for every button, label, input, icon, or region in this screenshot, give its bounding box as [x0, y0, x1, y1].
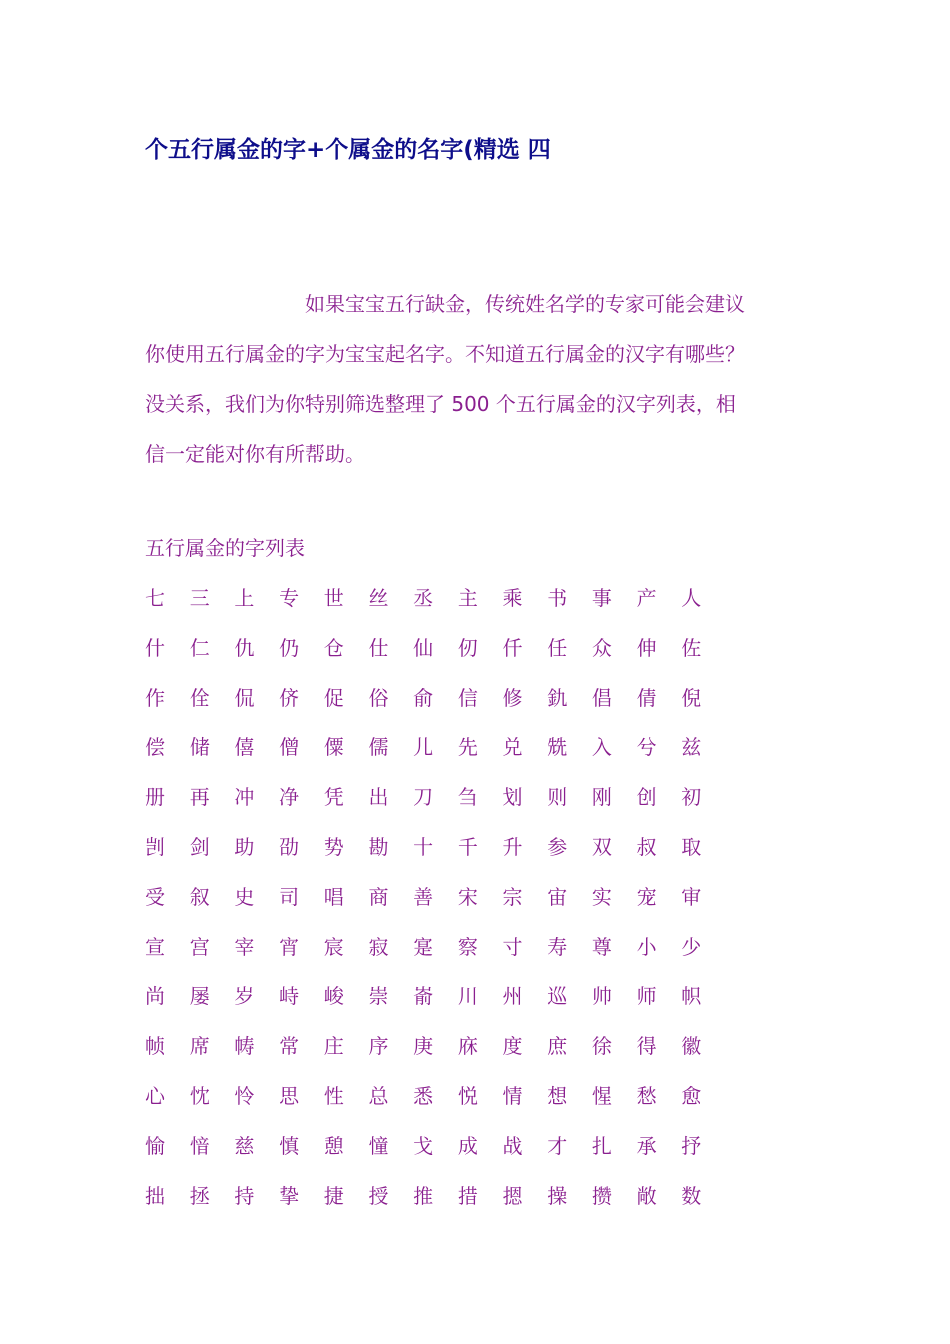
character-cell: 帱	[234, 1034, 255, 1059]
character-cell: 乘	[502, 586, 523, 610]
character-row	[145, 827, 745, 877]
character-cell: 憧	[368, 1133, 389, 1158]
character-cell: 丞	[413, 586, 434, 610]
character-cell: 商	[368, 884, 389, 909]
character-cell: 僳	[323, 735, 344, 760]
character-cell: 庄	[323, 1034, 344, 1059]
character-cell: 授	[368, 1183, 389, 1208]
character-cell: 察	[457, 934, 478, 959]
character-cell: 屡	[189, 984, 210, 1009]
character-cell: 人	[681, 586, 702, 610]
character-cell: 升	[502, 834, 523, 859]
character-cell: 操	[547, 1183, 568, 1208]
character-cell: 剀	[145, 834, 165, 859]
character-cell: 刚	[591, 785, 612, 810]
list-heading: 五行属金的字列表	[145, 536, 305, 560]
character-cell: 书	[547, 586, 568, 610]
character-cell: 川	[457, 984, 478, 1009]
character-cell: 侃	[234, 685, 255, 710]
character-cell: 得	[636, 1034, 657, 1059]
character-cell: 势	[323, 834, 344, 859]
character-cell: 承	[636, 1133, 657, 1158]
character-cell: 创	[636, 785, 657, 810]
character-cell: 岁	[234, 984, 255, 1009]
character-cell: 兑	[502, 735, 523, 760]
character-cell: 慎	[279, 1133, 300, 1158]
character-cell: 措	[457, 1183, 478, 1208]
character-cell: 专	[279, 586, 300, 610]
intro-paragraph	[145, 279, 835, 479]
character-cell: 唱	[323, 884, 344, 909]
character-cell: 成	[457, 1133, 478, 1158]
character-cell: 宠	[636, 884, 657, 909]
character-cell: 持	[234, 1183, 255, 1208]
character-cell: 寔	[413, 934, 434, 959]
character-cell: 三	[189, 586, 210, 610]
character-cell: 先	[457, 735, 478, 760]
character-cell: 产	[636, 586, 657, 610]
character-cell: 宣	[145, 934, 165, 959]
character-cell: 愈	[681, 1083, 702, 1108]
character-cell: 再	[189, 785, 210, 810]
character-cell: 巡	[547, 984, 568, 1009]
character-cell: 初	[681, 785, 702, 810]
character-row	[145, 976, 745, 1026]
character-cell: 倩	[636, 685, 657, 710]
character-cell: 想	[547, 1083, 568, 1108]
intro-line: 如果宝宝五行缺金，传统姓名学的专家可能会建议	[305, 292, 745, 316]
character-cell: 仟	[502, 635, 523, 660]
character-cell: 宗	[502, 884, 523, 909]
character-cell: 峻	[323, 984, 344, 1009]
character-cell: 信	[457, 685, 478, 710]
character-cell: 作	[145, 685, 165, 710]
character-cell: 心	[145, 1083, 165, 1108]
character-cell: 愉	[145, 1133, 165, 1158]
character-cell: 寸	[502, 934, 523, 959]
character-cell: 则	[547, 785, 568, 810]
character-cell: 取	[681, 834, 702, 859]
character-row	[145, 1126, 745, 1176]
character-cell: 偿	[145, 735, 165, 760]
character-cell: 入	[591, 735, 612, 760]
character-cell: 任	[547, 635, 568, 660]
character-cell: 敞	[636, 1183, 657, 1208]
character-cell: 宵	[279, 934, 300, 959]
intro-line: 信一定能对你有所帮助。	[145, 442, 365, 466]
character-cell: 宫	[189, 934, 210, 959]
character-cell: 仍	[279, 635, 300, 660]
character-cell: 兟	[547, 735, 568, 760]
character-cell: 剑	[189, 834, 210, 859]
character-cell: 总	[368, 1083, 389, 1108]
character-cell: 寿	[547, 934, 568, 959]
character-cell: 助	[234, 834, 255, 859]
character-cell: 性	[323, 1083, 344, 1108]
character-cell: 宸	[323, 934, 344, 959]
character-cell: 峙	[279, 984, 300, 1009]
character-cell: 攒	[591, 1183, 612, 1208]
character-cell: 徽	[681, 1034, 702, 1059]
character-cell: 事	[591, 586, 612, 610]
character-cell: 千	[457, 834, 478, 859]
character-cell: 出	[368, 785, 389, 810]
character-cell: 徐	[591, 1034, 612, 1059]
character-row	[145, 727, 745, 777]
character-cell: 主	[457, 586, 478, 610]
character-row	[145, 578, 745, 628]
character-cell: 丝	[368, 586, 389, 610]
character-cell: 储	[189, 735, 210, 760]
character-cell: 上	[234, 586, 255, 610]
character-cell: 僧	[279, 735, 300, 760]
character-cell: 嵛	[413, 984, 434, 1009]
character-cell: 审	[681, 884, 702, 909]
character-cell: 兹	[681, 735, 702, 760]
character-cell: 仓	[323, 635, 344, 660]
character-cell: 宋	[457, 884, 478, 909]
character-cell: 划	[502, 785, 523, 810]
character-cell: 俗	[368, 685, 389, 710]
character-cell: 劭	[279, 834, 300, 859]
character-cell: 釚	[547, 685, 568, 710]
character-cell: 帧	[145, 1034, 165, 1059]
character-cell: 佐	[681, 635, 702, 660]
character-cell: 册	[145, 785, 165, 810]
character-cell: 推	[413, 1183, 434, 1208]
character-cell: 拯	[189, 1183, 210, 1208]
character-cell: 才	[547, 1133, 568, 1158]
character-cell: 情	[502, 1083, 523, 1108]
character-cell: 慈	[234, 1133, 255, 1158]
character-row	[145, 927, 745, 977]
character-row	[145, 877, 745, 927]
character-cell: 小	[636, 934, 657, 959]
character-cell: 仞	[457, 635, 478, 660]
intro-line: 没关系，我们为你特别筛选整理了 500 个五行属金的汉字列表，相	[145, 392, 736, 416]
character-cell: 刍	[457, 785, 478, 810]
character-cell: 什	[145, 635, 165, 660]
character-cell: 伸	[636, 635, 657, 660]
character-cell: 倪	[681, 685, 702, 710]
character-cell: 怜	[234, 1083, 255, 1108]
character-cell: 勘	[368, 834, 389, 859]
character-cell: 扎	[591, 1133, 612, 1158]
character-cell: 刀	[413, 785, 434, 810]
character-cell: 仙	[413, 635, 434, 660]
character-cell: 庶	[547, 1034, 568, 1059]
character-cell: 净	[279, 785, 300, 810]
character-cell: 帜	[681, 984, 702, 1009]
character-cell: 挚	[279, 1183, 300, 1208]
character-row	[145, 777, 745, 827]
character-cell: 悉	[413, 1083, 434, 1108]
character-cell: 七	[145, 586, 165, 610]
character-cell: 战	[502, 1133, 523, 1158]
character-cell: 佺	[189, 685, 210, 710]
character-cell: 尊	[591, 934, 612, 959]
character-grid	[145, 578, 745, 1225]
character-cell: 数	[681, 1183, 702, 1208]
character-cell: 倡	[591, 685, 612, 710]
character-cell: 双	[591, 834, 612, 859]
character-cell: 宙	[547, 884, 568, 909]
character-cell: 戈	[413, 1133, 434, 1158]
character-cell: 拙	[145, 1183, 165, 1208]
character-cell: 憩	[323, 1133, 344, 1158]
character-cell: 儿	[413, 735, 434, 760]
character-cell: 惺	[591, 1083, 612, 1108]
character-row	[145, 1176, 745, 1226]
character-cell: 仁	[189, 635, 210, 660]
character-cell: 侪	[279, 685, 300, 710]
character-cell: 凭	[323, 785, 344, 810]
character-cell: 十	[413, 834, 434, 859]
character-cell: 寂	[368, 934, 389, 959]
character-cell: 儒	[368, 735, 389, 760]
character-cell: 度	[502, 1034, 523, 1059]
character-cell: 善	[413, 884, 434, 909]
character-cell: 愁	[636, 1083, 657, 1108]
character-cell: 兮	[636, 735, 657, 760]
character-cell: 实	[591, 884, 612, 909]
document-title: 个五行属金的字+个属金的名字(精选 四	[145, 137, 551, 163]
character-cell: 崇	[368, 984, 389, 1009]
character-cell: 司	[279, 884, 300, 909]
character-cell: 冲	[234, 785, 255, 810]
character-row	[145, 1076, 745, 1126]
character-cell: 史	[234, 884, 255, 909]
character-cell: 促	[323, 685, 344, 710]
character-cell: 序	[368, 1034, 389, 1059]
character-cell: 帅	[591, 984, 612, 1009]
character-cell: 悦	[457, 1083, 478, 1108]
character-cell: 僖	[234, 735, 255, 760]
character-cell: 世	[323, 586, 344, 610]
character-cell: 思	[279, 1083, 300, 1108]
character-cell: 席	[189, 1034, 210, 1059]
character-cell: 参	[547, 834, 568, 859]
character-cell: 师	[636, 984, 657, 1009]
character-cell: 叙	[189, 884, 210, 909]
character-cell: 常	[279, 1034, 300, 1059]
character-cell: 抒	[681, 1133, 702, 1158]
character-cell: 少	[681, 934, 702, 959]
character-cell: 尚	[145, 984, 165, 1009]
character-row	[145, 628, 745, 678]
character-cell: 宰	[234, 934, 255, 959]
character-row	[145, 678, 745, 728]
character-cell: 众	[591, 635, 612, 660]
character-cell: 庥	[457, 1034, 478, 1059]
character-cell: 受	[145, 884, 165, 909]
character-cell: 俞	[413, 685, 434, 710]
character-cell: 摁	[502, 1183, 523, 1208]
character-row	[145, 1026, 745, 1076]
character-cell: 忱	[189, 1083, 210, 1108]
character-cell: 捷	[323, 1183, 344, 1208]
intro-line: 你使用五行属金的字为宝宝起名字。不知道五行属金的汉字有哪些？	[145, 342, 745, 366]
character-cell: 修	[502, 685, 523, 710]
character-cell: 仕	[368, 635, 389, 660]
character-cell: 愔	[189, 1133, 210, 1158]
character-cell: 叔	[636, 834, 657, 859]
character-cell: 仇	[234, 635, 255, 660]
character-cell: 州	[502, 984, 523, 1009]
character-cell: 庚	[413, 1034, 434, 1059]
